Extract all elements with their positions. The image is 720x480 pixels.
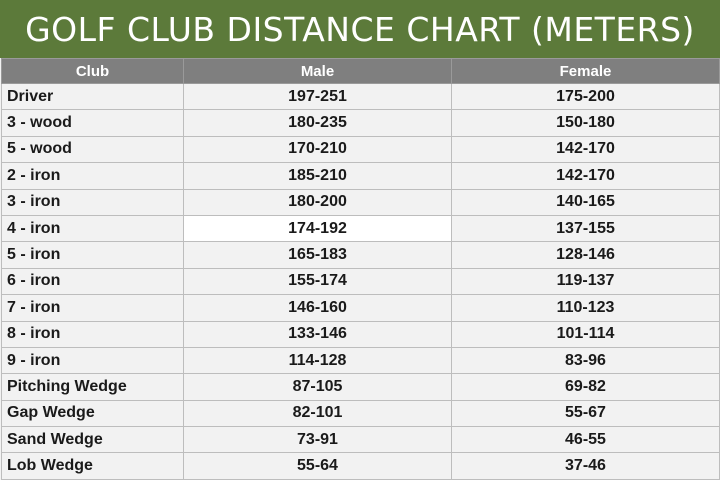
table-row: [2, 427, 720, 453]
male-cell: 197-251: [184, 84, 452, 110]
header-row: [2, 59, 720, 84]
table-row: [2, 215, 720, 241]
header-club: Club: [2, 59, 184, 84]
male-cell: 82-101: [184, 400, 452, 426]
club-cell: 5 - wood: [2, 136, 184, 162]
table-row: [2, 268, 720, 294]
female-cell: 142-170: [452, 136, 720, 162]
male-cell: 180-200: [184, 189, 452, 215]
club-cell: 2 - iron: [2, 163, 184, 189]
distance-table: [1, 58, 720, 480]
female-cell: 46-55: [452, 427, 720, 453]
table-row: [2, 295, 720, 321]
male-cell: 170-210: [184, 136, 452, 162]
table-row: [2, 163, 720, 189]
male-cell: 165-183: [184, 242, 452, 268]
female-cell: 142-170: [452, 163, 720, 189]
female-cell: 69-82: [452, 374, 720, 400]
club-cell: 8 - iron: [2, 321, 184, 347]
female-cell: 119-137: [452, 268, 720, 294]
male-cell: 73-91: [184, 427, 452, 453]
club-cell: 3 - wood: [2, 110, 184, 136]
table-row: [2, 136, 720, 162]
club-cell: 4 - iron: [2, 215, 184, 241]
female-cell: 37-46: [452, 453, 720, 479]
table-row: [2, 110, 720, 136]
club-cell: 7 - iron: [2, 295, 184, 321]
club-cell: Lob Wedge: [2, 453, 184, 479]
club-cell: Pitching Wedge: [2, 374, 184, 400]
male-cell: 185-210: [184, 163, 452, 189]
female-cell: 140-165: [452, 189, 720, 215]
table-row: [2, 400, 720, 426]
male-cell: 114-128: [184, 347, 452, 373]
table-row: [2, 189, 720, 215]
club-cell: Driver: [2, 84, 184, 110]
chart-title: GOLF CLUB DISTANCE CHART (METERS): [25, 9, 695, 49]
female-cell: 101-114: [452, 321, 720, 347]
male-cell: 155-174: [184, 268, 452, 294]
club-cell: Sand Wedge: [2, 427, 184, 453]
male-cell: 133-146: [184, 321, 452, 347]
male-cell: 180-235: [184, 110, 452, 136]
female-cell: 83-96: [452, 347, 720, 373]
female-cell: 137-155: [452, 215, 720, 241]
club-cell: Gap Wedge: [2, 400, 184, 426]
table-row: [2, 242, 720, 268]
table-row: [2, 374, 720, 400]
female-cell: 150-180: [452, 110, 720, 136]
table-body: [2, 84, 720, 480]
table-row: [2, 321, 720, 347]
female-cell: 110-123: [452, 295, 720, 321]
club-cell: 9 - iron: [2, 347, 184, 373]
female-cell: 55-67: [452, 400, 720, 426]
male-cell: 174-192: [184, 215, 452, 241]
male-cell: 55-64: [184, 453, 452, 479]
table-row: [2, 84, 720, 110]
header-female: Female: [452, 59, 720, 84]
club-cell: 3 - iron: [2, 189, 184, 215]
table-row: [2, 347, 720, 373]
title-bar: [0, 0, 720, 58]
male-cell: 87-105: [184, 374, 452, 400]
female-cell: 175-200: [452, 84, 720, 110]
club-cell: 5 - iron: [2, 242, 184, 268]
club-cell: 6 - iron: [2, 268, 184, 294]
male-cell: 146-160: [184, 295, 452, 321]
header-male: Male: [184, 59, 452, 84]
female-cell: 128-146: [452, 242, 720, 268]
table-row: [2, 453, 720, 479]
